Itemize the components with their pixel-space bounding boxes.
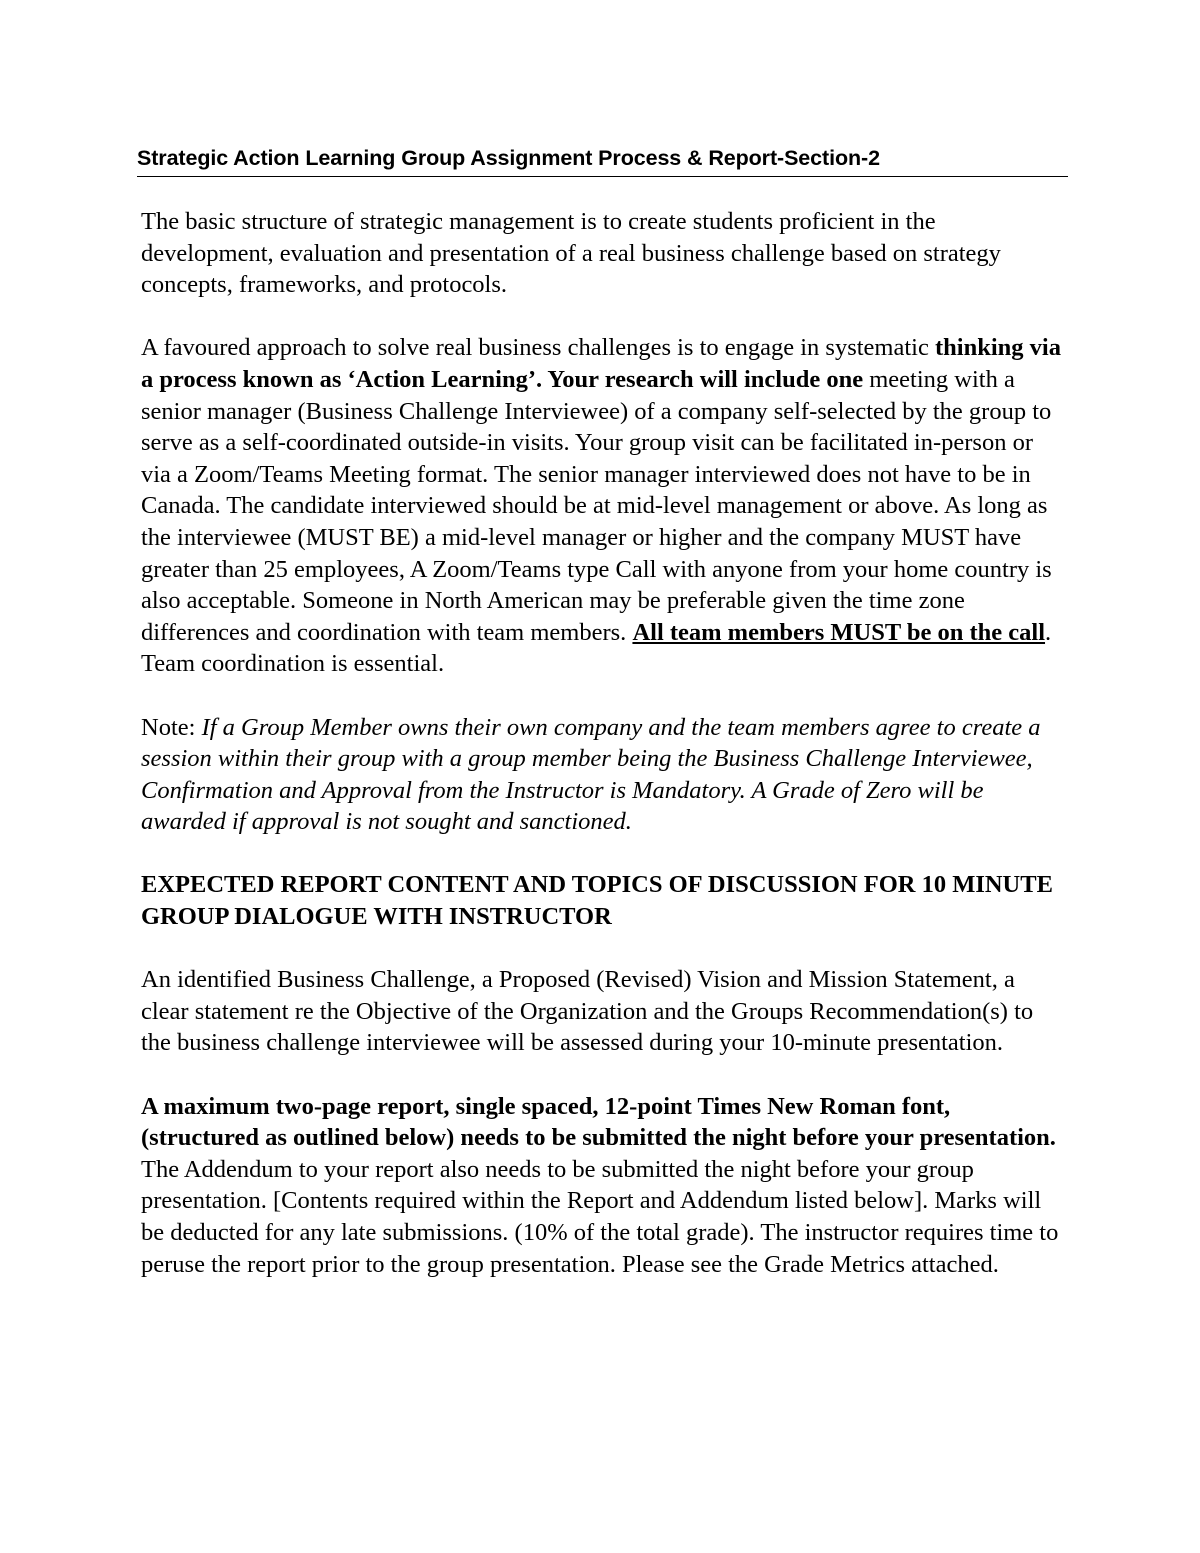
action-learning-body: meeting with a senior manager (Business Challenge Interviewee) of a company self-selected by the group to serve as a self-coordinated outside-in visits. Your group visit can be facilitated in-person or via a Zoom/Teams Meeting format. The senior manager interviewed does not have to be in Canada. The candidate interviewed should be at mid-level management or above. As long as the interviewee (MUST BE) a mid-level manager or higher and the company MUST have greater than 25 employees, A Zoom/Teams type Call with anyone from your home country is also acceptable. Someone in North American may be preferable given the time zone differences and coordination with team members. bbox=[141, 365, 1052, 646]
report-requirements-body: The Addendum to your report also needs to be submitted the night before your group presentation. [Contents required within the Report and Addendum listed below]. Marks will be deducted for any late submissions. (10% of the total grade). The instructor requires time to peruse the report prior to the group presentation. Please see the Grade Metrics attached. bbox=[141, 1155, 1059, 1278]
note-paragraph bbox=[141, 712, 1063, 838]
intro-paragraph: The basic structure of strategic management is to create students proficient in the development, evaluation and presentation of a real business challenge based on strategy concepts, frameworks, and protocols. bbox=[141, 208, 1001, 299]
report-requirements-bold: A maximum two-page report, single spaced, 12-point Times New Roman font, (structured as outlined below) needs to be submitted the night before your presentation. bbox=[141, 1092, 1056, 1152]
header-rule bbox=[137, 176, 1068, 177]
section-heading: EXPECTED REPORT CONTENT AND TOPICS OF DISCUSSION FOR 10 MINUTE GROUP DIALOGUE WITH INSTRUCTOR bbox=[141, 871, 1053, 931]
note-italic-text: If a Group Member owns their own company and the team members agree to create a session within their group with a group member being the Business Challenge Interviewee, Confirmation and Approval from the Instructor is Mandatory. A Grade of Zero will be awarded if approval is not sought and sanctioned. bbox=[141, 713, 1041, 836]
note-label: Note: bbox=[141, 713, 202, 741]
assessment-paragraph: An identified Business Challenge, a Proposed (Revised) Vision and Mission Statement, a clear statement re the Objective of the Organization and the Groups Recommendation(s) to the business challenge interviewee will be assessed during your 10-minute presentation. bbox=[141, 966, 1034, 1057]
report-requirements-paragraph bbox=[141, 1091, 1063, 1281]
action-learning-intro: A favoured approach to solve real business challenges is to engage in systematic bbox=[141, 334, 935, 362]
document-page bbox=[137, 143, 1063, 1280]
action-learning-tail: . Team coordination is essential. bbox=[141, 618, 1052, 678]
action-learning-bold: thinking via a process known as ‘Action Learning’. Your research will include one bbox=[141, 334, 1061, 393]
action-learning-paragraph bbox=[141, 332, 1063, 680]
all-team-members-underlined: All team members MUST be on the call bbox=[632, 618, 1046, 646]
document-header-title: Strategic Action Learning Group Assignment Process & Report-Section-2 bbox=[137, 146, 880, 170]
